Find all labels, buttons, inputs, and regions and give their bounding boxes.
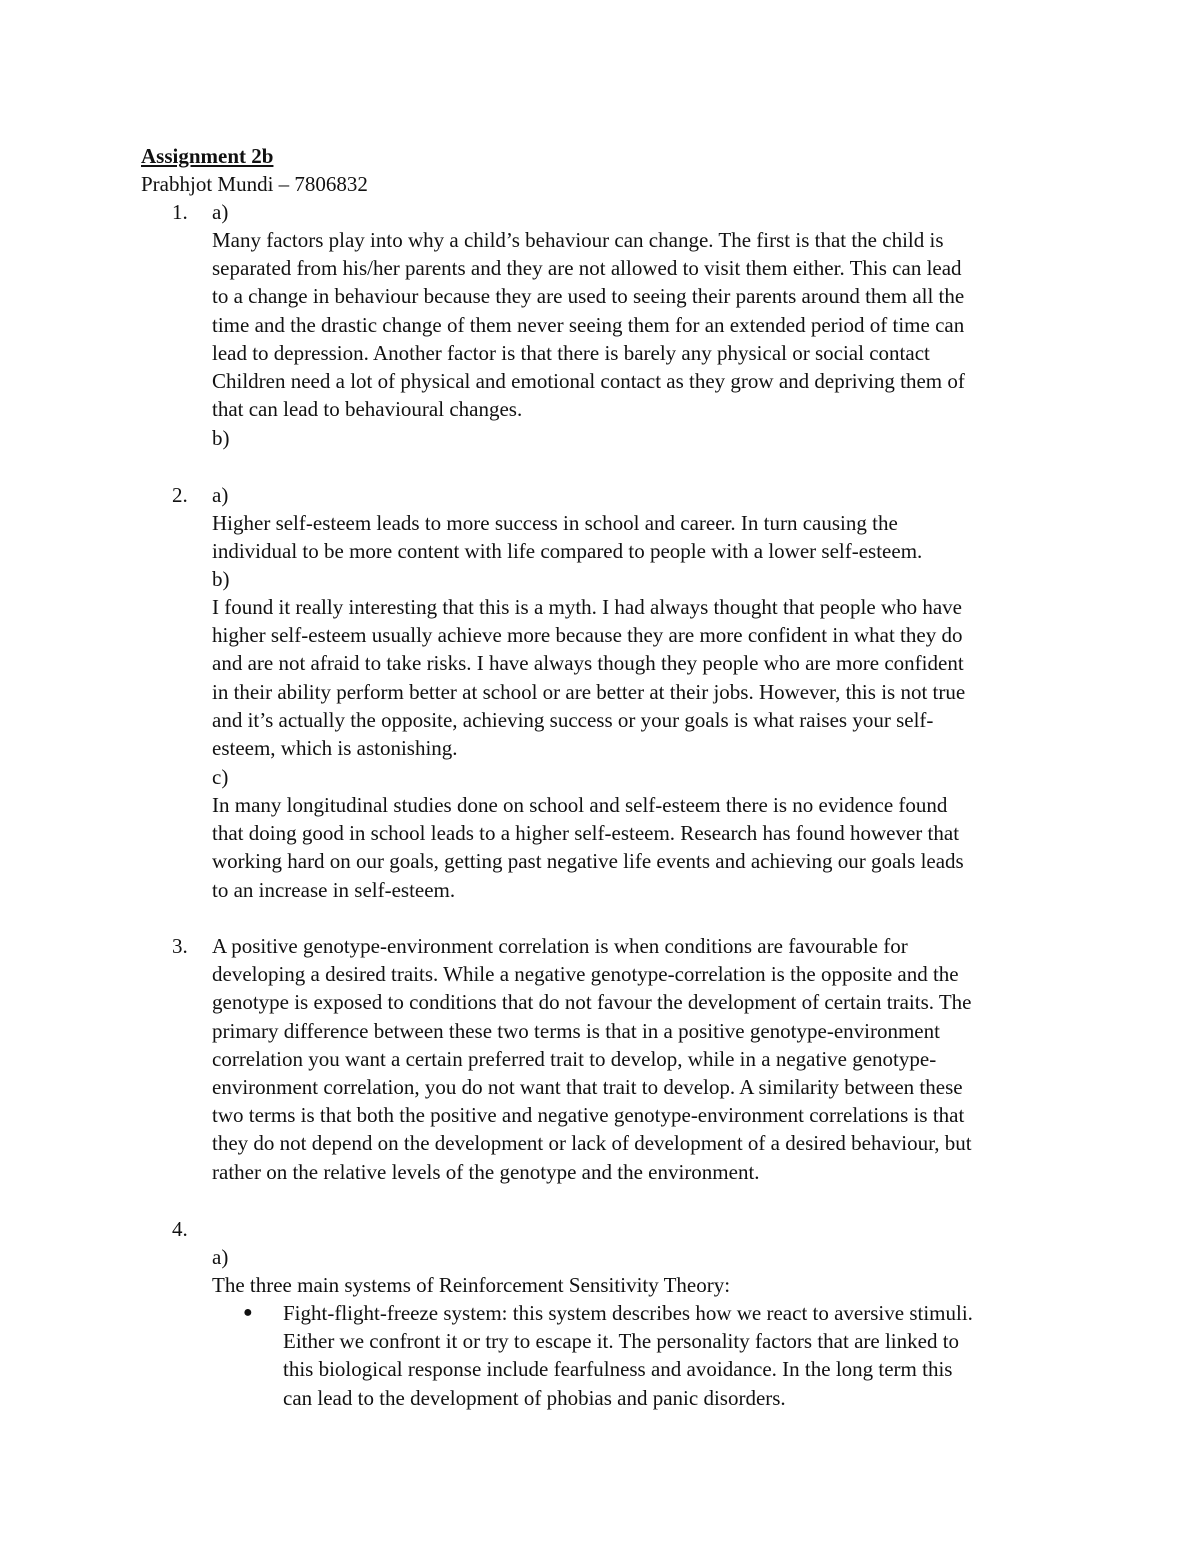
- answer-line: and it’s actually the opposite, achieving success or your goals is what raises your self-: [212, 707, 934, 732]
- bullet-line: this biological response include fearfulness and avoidance. In the long term this: [283, 1357, 953, 1382]
- question-2b-label: b): [212, 567, 230, 591]
- answer-line: separated from his/her parents and they are not allowed to visit them either. This can lead: [212, 256, 962, 281]
- bullet-line: Either we confront it or try to escape it. The personality factors that are linked to: [283, 1329, 960, 1354]
- answer-line: and are not afraid to take risks. I have always though they people who are more confident: [212, 651, 964, 676]
- answer-line: higher self-esteem usually achieve more because they are more confident in what they do: [212, 623, 963, 648]
- question-4a-bullet: [283, 1299, 1083, 1412]
- answer-line: rather on the relative levels of the genotype and the environment.: [212, 1159, 760, 1184]
- answer-line: to a change in behaviour because they are used to seeing their parents around them all the: [212, 284, 965, 309]
- question-1b-label: b): [212, 426, 230, 450]
- answer-line: Children need a lot of physical and emotional contact as they grow and depriving them of: [212, 369, 965, 394]
- answer-line: I found it really interesting that this is a myth. I had always thought that people who have: [212, 595, 963, 619]
- answer-line: two terms is that both the positive and negative genotype-environment correlations is that: [212, 1103, 965, 1128]
- answer-line: individual to be more content with life compared to people with a lower self-esteem.: [212, 539, 923, 564]
- answer-line: Higher self-esteem leads to more success in school and career. In turn causing the: [212, 511, 898, 535]
- author-line: Prabhjot Mundi – 7806832: [141, 172, 368, 196]
- question-2c-answer: [212, 791, 1072, 904]
- answer-line: time and the drastic change of them never seeing them for an extended period of time can: [212, 312, 965, 337]
- answer-line: environment correlation, you do not want that trait to develop. A similarity between these: [212, 1075, 963, 1100]
- answer-line: correlation you want a certain preferred trait to develop, while in a negative genotype-: [212, 1046, 937, 1071]
- answer-line: A positive genotype-environment correlation is when conditions are favourable for: [212, 934, 908, 958]
- answer-line: that can lead to behavioural changes.: [212, 397, 523, 422]
- answer-line: In many longitudinal studies done on school and self-esteem there is no evidence found: [212, 793, 948, 817]
- question-4a-intro: The three main systems of Reinforcement Sensitivity Theory:: [212, 1273, 731, 1297]
- assignment-title: Assignment 2b: [141, 144, 274, 168]
- bullet-line: can lead to the development of phobias and panic disorders.: [283, 1385, 786, 1410]
- question-1a-answer: [212, 226, 1072, 423]
- answer-line: to an increase in self-esteem.: [212, 877, 456, 902]
- question-1a-label: a): [212, 200, 229, 224]
- answer-line: that doing good in school leads to a higher self-esteem. Research has found however that: [212, 821, 960, 846]
- answer-line: primary difference between these two terms is that in a positive genotype-environment: [212, 1018, 940, 1043]
- question-2a-label: a): [212, 483, 229, 507]
- answer-line: working hard on our goals, getting past negative life events and achieving our goals leads: [212, 849, 964, 874]
- question-1-number: 1.: [172, 200, 188, 224]
- answer-line: genotype is exposed to conditions that do not favour the development of certain traits. The: [212, 990, 972, 1015]
- question-3-answer: [212, 932, 1072, 1186]
- question-2-number: 2.: [172, 483, 188, 507]
- answer-line: they do not depend on the development or lack of development of a desired behaviour, but: [212, 1131, 972, 1156]
- bullet-line: Fight-flight-freeze system: this system describes how we react to aversive stimuli.: [283, 1301, 973, 1325]
- answer-line: Many factors play into why a child’s behaviour can change. The first is that the child is: [212, 228, 944, 252]
- answer-line: esteem, which is astonishing.: [212, 736, 458, 761]
- answer-line: developing a desired traits. While a negative genotype-correlation is the opposite and the: [212, 962, 959, 987]
- question-4a-label: a): [212, 1245, 229, 1269]
- answer-line: lead to depression. Another factor is that there is barely any physical or social contact: [212, 340, 930, 365]
- question-2a-answer: [212, 509, 1072, 565]
- answer-line: in their ability perform better at school or are better at their jobs. However, this is not true: [212, 679, 966, 704]
- question-2b-answer: [212, 593, 1072, 762]
- question-3-number: 3.: [172, 934, 188, 958]
- question-4-number: 4.: [172, 1217, 188, 1241]
- bullet-icon: ●: [243, 1304, 253, 1321]
- question-2c-label: c): [212, 765, 229, 789]
